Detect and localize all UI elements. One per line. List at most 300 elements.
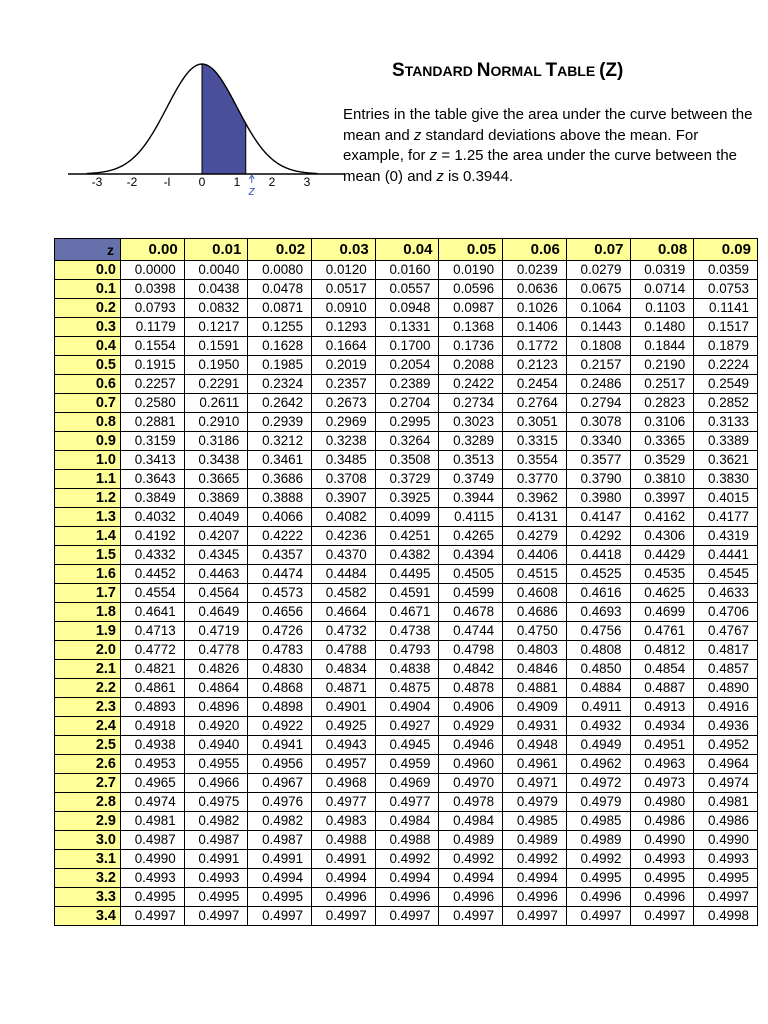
table-cell: 0.4761: [630, 622, 694, 641]
table-cell: 0.4649: [184, 603, 248, 622]
table-cell: 0.2054: [375, 356, 439, 375]
table-cell: 0.4982: [248, 812, 312, 831]
row-header: 3.0: [55, 831, 121, 850]
table-cell: 0.0000: [121, 261, 185, 280]
table-cell: 0.3023: [439, 413, 503, 432]
table-cell: 0.1628: [248, 337, 312, 356]
table-cell: 0.4993: [184, 869, 248, 888]
table-row: [55, 907, 758, 926]
tick-label: 2: [268, 175, 276, 189]
table-cell: 0.2324: [248, 375, 312, 394]
table-cell: 0.4808: [566, 641, 630, 660]
table-cell: 0.1443: [566, 318, 630, 337]
table-cell: 0.4984: [439, 812, 503, 831]
table-cell: 0.1480: [630, 318, 694, 337]
table-cell: 0.4842: [439, 660, 503, 679]
table-cell: 0.4898: [248, 698, 312, 717]
row-header: 0.2: [55, 299, 121, 318]
table-row: [55, 413, 758, 432]
row-header: 2.5: [55, 736, 121, 755]
table-cell: 0.4911: [566, 698, 630, 717]
table-cell: 0.3529: [630, 451, 694, 470]
table-row: [55, 337, 758, 356]
table-cell: 0.0239: [503, 261, 567, 280]
table-cell: 0.3770: [503, 470, 567, 489]
table-cell: 0.4989: [439, 831, 503, 850]
table-cell: 0.4934: [630, 717, 694, 736]
table-cell: 0.3554: [503, 451, 567, 470]
table-cell: 0.4633: [694, 584, 758, 603]
table-cell: 0.2157: [566, 356, 630, 375]
table-cell: 0.4418: [566, 546, 630, 565]
table-cell: 0.4965: [121, 774, 185, 793]
table-cell: 0.4032: [121, 508, 185, 527]
table-cell: 0.4484: [312, 565, 376, 584]
column-header: 0.03: [312, 239, 376, 261]
table-cell: 0.4977: [312, 793, 376, 812]
tick-label: -l: [163, 175, 171, 189]
table-cell: 0.4884: [566, 679, 630, 698]
table-cell: 0.4990: [121, 850, 185, 869]
table-row: [55, 394, 758, 413]
table-cell: 0.4976: [248, 793, 312, 812]
table-cell: 0.2291: [184, 375, 248, 394]
table-row: [55, 641, 758, 660]
table-cell: 0.4986: [694, 812, 758, 831]
table-cell: 0.4830: [248, 660, 312, 679]
table-cell: 0.4756: [566, 622, 630, 641]
table-cell: 0.4970: [439, 774, 503, 793]
table-cell: 0.4990: [630, 831, 694, 850]
table-cell: 0.4671: [375, 603, 439, 622]
table-cell: 0.4656: [248, 603, 312, 622]
table-cell: 0.3238: [312, 432, 376, 451]
page-title: STANDARD NORMAL TABLE (Z): [392, 60, 624, 81]
tick-label: 1: [233, 175, 241, 189]
column-header: 0.05: [439, 239, 503, 261]
table-row: [55, 584, 758, 603]
table-cell: 0.3413: [121, 451, 185, 470]
table-cell: 0.4236: [312, 527, 376, 546]
table-cell: 0.2224: [694, 356, 758, 375]
table-cell: 0.3790: [566, 470, 630, 489]
table-cell: 0.2389: [375, 375, 439, 394]
row-header: 1.9: [55, 622, 121, 641]
tick-label: 3: [303, 175, 311, 189]
table-cell: 0.4082: [312, 508, 376, 527]
table-cell: 0.3340: [566, 432, 630, 451]
table-cell: 0.2794: [566, 394, 630, 413]
table-cell: 0.4861: [121, 679, 185, 698]
table-row: [55, 489, 758, 508]
table-cell: 0.4974: [694, 774, 758, 793]
table-cell: 0.4981: [121, 812, 185, 831]
column-header: 0.00: [121, 239, 185, 261]
table-cell: 0.4995: [248, 888, 312, 907]
table-cell: 0.4608: [503, 584, 567, 603]
table-cell: 0.2549: [694, 375, 758, 394]
table-row: [55, 622, 758, 641]
table-cell: 0.4967: [248, 774, 312, 793]
table-cell: 0.3708: [312, 470, 376, 489]
table-cell: 0.2764: [503, 394, 567, 413]
table-cell: 0.0557: [375, 280, 439, 299]
tick-label: -3: [91, 175, 103, 189]
table-cell: 0.4994: [375, 869, 439, 888]
table-cell: 0.4904: [375, 698, 439, 717]
table-cell: 0.4868: [248, 679, 312, 698]
table-cell: 0.2357: [312, 375, 376, 394]
table-cell: 0.4997: [248, 907, 312, 926]
table-cell: 0.4997: [184, 907, 248, 926]
table-cell: 0.3438: [184, 451, 248, 470]
table-cell: 0.4996: [503, 888, 567, 907]
table-cell: 0.0517: [312, 280, 376, 299]
table-cell: 0.4980: [630, 793, 694, 812]
table-cell: 0.2019: [312, 356, 376, 375]
table-cell: 0.0948: [375, 299, 439, 318]
column-header: 0.06: [503, 239, 567, 261]
table-cell: 0.3944: [439, 489, 503, 508]
table-cell: 0.4719: [184, 622, 248, 641]
table-cell: 0.4957: [312, 755, 376, 774]
table-cell: 0.2257: [121, 375, 185, 394]
table-cell: 0.4989: [566, 831, 630, 850]
table-cell: 0.2611: [184, 394, 248, 413]
table-cell: 0.0478: [248, 280, 312, 299]
table-cell: 0.4803: [503, 641, 567, 660]
z-marker-label: z: [248, 183, 255, 198]
table-cell: 0.4370: [312, 546, 376, 565]
table-cell: 0.4292: [566, 527, 630, 546]
table-cell: 0.4115: [439, 508, 503, 527]
table-cell: 0.4798: [439, 641, 503, 660]
table-cell: 0.4066: [248, 508, 312, 527]
table-row: [55, 679, 758, 698]
table-cell: 0.0080: [248, 261, 312, 280]
row-header: 0.8: [55, 413, 121, 432]
table-cell: 0.4871: [312, 679, 376, 698]
table-cell: 0.4953: [121, 755, 185, 774]
table-cell: 0.4131: [503, 508, 567, 527]
table-cell: 0.2422: [439, 375, 503, 394]
table-cell: 0.4382: [375, 546, 439, 565]
row-header: 2.9: [55, 812, 121, 831]
table-row: [55, 812, 758, 831]
table-cell: 0.4952: [694, 736, 758, 755]
table-cell: 0.4963: [630, 755, 694, 774]
table-cell: 0.4975: [184, 793, 248, 812]
table-cell: 0.1879: [694, 337, 758, 356]
table-row: [55, 546, 758, 565]
table-row: [55, 717, 758, 736]
table-cell: 0.3485: [312, 451, 376, 470]
table-cell: 0.4474: [248, 565, 312, 584]
table-cell: 0.4997: [121, 907, 185, 926]
table-cell: 0.4319: [694, 527, 758, 546]
table-cell: 0.4554: [121, 584, 185, 603]
tick-label: -2: [126, 175, 138, 189]
row-header: 2.6: [55, 755, 121, 774]
table-cell: 0.3665: [184, 470, 248, 489]
table-cell: 0.0040: [184, 261, 248, 280]
table-cell: 0.1064: [566, 299, 630, 318]
table-cell: 0.3869: [184, 489, 248, 508]
table-cell: 0.4678: [439, 603, 503, 622]
table-cell: 0.0793: [121, 299, 185, 318]
row-header: 0.4: [55, 337, 121, 356]
table-cell: 0.4732: [312, 622, 376, 641]
table-cell: 0.4996: [566, 888, 630, 907]
table-cell: 0.4978: [439, 793, 503, 812]
table-cell: 0.4878: [439, 679, 503, 698]
table-cell: 0.3051: [503, 413, 567, 432]
table-row: [55, 356, 758, 375]
table-cell: 0.1179: [121, 318, 185, 337]
table-cell: 0.4901: [312, 698, 376, 717]
table-cell: 0.4251: [375, 527, 439, 546]
table-cell: 0.4994: [439, 869, 503, 888]
table-cell: 0.3078: [566, 413, 630, 432]
row-header: 2.3: [55, 698, 121, 717]
table-cell: 0.1554: [121, 337, 185, 356]
table-cell: 0.4997: [503, 907, 567, 926]
table-cell: 0.0753: [694, 280, 758, 299]
row-header: 2.0: [55, 641, 121, 660]
table-cell: 0.1255: [248, 318, 312, 337]
column-header-row: [55, 239, 758, 261]
row-header: 3.3: [55, 888, 121, 907]
row-header: 2.8: [55, 793, 121, 812]
table-cell: 0.4505: [439, 565, 503, 584]
column-header: 0.01: [184, 239, 248, 261]
table-cell: 0.4956: [248, 755, 312, 774]
table-cell: 0.0398: [121, 280, 185, 299]
table-cell: 0.4925: [312, 717, 376, 736]
table-cell: 0.4916: [694, 698, 758, 717]
table-cell: 0.4641: [121, 603, 185, 622]
table-cell: 0.0832: [184, 299, 248, 318]
table-cell: 0.4997: [630, 907, 694, 926]
table-cell: 0.4996: [630, 888, 694, 907]
table-row: [55, 736, 758, 755]
table-cell: 0.4932: [566, 717, 630, 736]
table-cell: 0.4994: [248, 869, 312, 888]
table-cell: 0.4985: [503, 812, 567, 831]
table-cell: 0.1293: [312, 318, 376, 337]
table-cell: 0.1808: [566, 337, 630, 356]
table-cell: 0.4945: [375, 736, 439, 755]
table-cell: 0.3133: [694, 413, 758, 432]
table-cell: 0.3186: [184, 432, 248, 451]
column-header: 0.02: [248, 239, 312, 261]
table-cell: 0.4864: [184, 679, 248, 698]
table-cell: 0.1844: [630, 337, 694, 356]
table-cell: 0.1026: [503, 299, 567, 318]
table-cell: 0.4991: [184, 850, 248, 869]
table-cell: 0.4988: [375, 831, 439, 850]
table-row: [55, 318, 758, 337]
table-cell: 0.4948: [503, 736, 567, 755]
row-header: 1.0: [55, 451, 121, 470]
table-cell: 0.4929: [439, 717, 503, 736]
table-cell: 0.4994: [503, 869, 567, 888]
table-cell: 0.4979: [503, 793, 567, 812]
table-cell: 0.1664: [312, 337, 376, 356]
table-cell: 0.4772: [121, 641, 185, 660]
table-cell: 0.4987: [184, 831, 248, 850]
column-header: 0.07: [566, 239, 630, 261]
table-cell: 0.4964: [694, 755, 758, 774]
table-cell: 0.4345: [184, 546, 248, 565]
table-cell: 0.3389: [694, 432, 758, 451]
table-cell: 0.3159: [121, 432, 185, 451]
table-cell: 0.4854: [630, 660, 694, 679]
table-cell: 0.2517: [630, 375, 694, 394]
table-cell: 0.2910: [184, 413, 248, 432]
table-cell: 0.0987: [439, 299, 503, 318]
table-cell: 0.4686: [503, 603, 567, 622]
table-cell: 0.4525: [566, 565, 630, 584]
table-cell: 0.4986: [630, 812, 694, 831]
table-cell: 0.4881: [503, 679, 567, 698]
table-cell: 0.2852: [694, 394, 758, 413]
table-cell: 0.3830: [694, 470, 758, 489]
table-cell: 0.3643: [121, 470, 185, 489]
table-cell: 0.4177: [694, 508, 758, 527]
column-header: 0.09: [694, 239, 758, 261]
table-cell: 0.4846: [503, 660, 567, 679]
row-header: 2.1: [55, 660, 121, 679]
row-header: 1.2: [55, 489, 121, 508]
table-cell: 0.4812: [630, 641, 694, 660]
row-header: 0.0: [55, 261, 121, 280]
table-cell: 0.2939: [248, 413, 312, 432]
table-cell: 0.4909: [503, 698, 567, 717]
row-header: 1.1: [55, 470, 121, 489]
table-row: [55, 888, 758, 907]
table-cell: 0.4875: [375, 679, 439, 698]
table-cell: 0.1950: [184, 356, 248, 375]
table-cell: 0.3907: [312, 489, 376, 508]
table-cell: 0.4992: [503, 850, 567, 869]
table-cell: 0.4913: [630, 698, 694, 717]
table-cell: 0.1368: [439, 318, 503, 337]
z-table: [54, 238, 758, 926]
table-cell: 0.4778: [184, 641, 248, 660]
tick-label: 0: [198, 175, 206, 189]
table-cell: 0.3925: [375, 489, 439, 508]
row-header: 3.4: [55, 907, 121, 926]
table-cell: 0.4979: [566, 793, 630, 812]
table-cell: 0.4222: [248, 527, 312, 546]
table-cell: 0.1406: [503, 318, 567, 337]
table-cell: 0.4515: [503, 565, 567, 584]
table-cell: 0.4983: [312, 812, 376, 831]
table-cell: 0.4834: [312, 660, 376, 679]
table-cell: 0.4821: [121, 660, 185, 679]
table-cell: 0.4966: [184, 774, 248, 793]
table-cell: 0.4699: [630, 603, 694, 622]
row-header: 1.3: [55, 508, 121, 527]
table-cell: 0.0359: [694, 261, 758, 280]
row-header: 2.7: [55, 774, 121, 793]
table-cell: 0.4726: [248, 622, 312, 641]
table-cell: 0.4995: [184, 888, 248, 907]
table-cell: 0.4890: [694, 679, 758, 698]
table-cell: 0.4997: [312, 907, 376, 926]
table-cell: 0.3729: [375, 470, 439, 489]
table-cell: 0.4838: [375, 660, 439, 679]
table-row: [55, 261, 758, 280]
row-header: 3.1: [55, 850, 121, 869]
table-cell: 0.2642: [248, 394, 312, 413]
table-cell: 0.1736: [439, 337, 503, 356]
table-cell: 0.4906: [439, 698, 503, 717]
table-cell: 0.3365: [630, 432, 694, 451]
table-cell: 0.4931: [503, 717, 567, 736]
table-row: [55, 280, 758, 299]
table-cell: 0.4429: [630, 546, 694, 565]
table-cell: 0.4279: [503, 527, 567, 546]
table-cell: 0.4960: [439, 755, 503, 774]
table-cell: 0.4940: [184, 736, 248, 755]
table-cell: 0.4693: [566, 603, 630, 622]
table-cell: 0.4981: [694, 793, 758, 812]
table-cell: 0.4918: [121, 717, 185, 736]
table-cell: 0.2190: [630, 356, 694, 375]
column-header: 0.08: [630, 239, 694, 261]
row-header: 0.3: [55, 318, 121, 337]
table-row: [55, 774, 758, 793]
table-cell: 0.4192: [121, 527, 185, 546]
table-cell: 0.4973: [630, 774, 694, 793]
table-cell: 0.4744: [439, 622, 503, 641]
table-cell: 0.4984: [375, 812, 439, 831]
table-row: [55, 831, 758, 850]
table-cell: 0.0714: [630, 280, 694, 299]
table-cell: 0.0190: [439, 261, 503, 280]
table-cell: 0.4394: [439, 546, 503, 565]
table-cell: 0.4713: [121, 622, 185, 641]
table-row: [55, 603, 758, 622]
table-cell: 0.3749: [439, 470, 503, 489]
table-cell: 0.4949: [566, 736, 630, 755]
table-cell: 0.4995: [694, 869, 758, 888]
table-cell: 0.2454: [503, 375, 567, 394]
table-cell: 0.4535: [630, 565, 694, 584]
table-cell: 0.4920: [184, 717, 248, 736]
table-cell: 0.0120: [312, 261, 376, 280]
table-cell: 0.4997: [439, 907, 503, 926]
table-cell: 0.3962: [503, 489, 567, 508]
table-cell: 0.0596: [439, 280, 503, 299]
table-cell: 0.3106: [630, 413, 694, 432]
shaded-area: [202, 64, 246, 174]
table-cell: 0.4857: [694, 660, 758, 679]
table-cell: 0.4207: [184, 527, 248, 546]
table-cell: 0.4706: [694, 603, 758, 622]
table-cell: 0.3686: [248, 470, 312, 489]
table-cell: 0.4996: [312, 888, 376, 907]
table-row: [55, 299, 758, 318]
table-cell: 0.3264: [375, 432, 439, 451]
table-cell: 0.4306: [630, 527, 694, 546]
table-cell: 0.3577: [566, 451, 630, 470]
table-cell: 0.1985: [248, 356, 312, 375]
table-cell: 0.4332: [121, 546, 185, 565]
table-cell: 0.4969: [375, 774, 439, 793]
